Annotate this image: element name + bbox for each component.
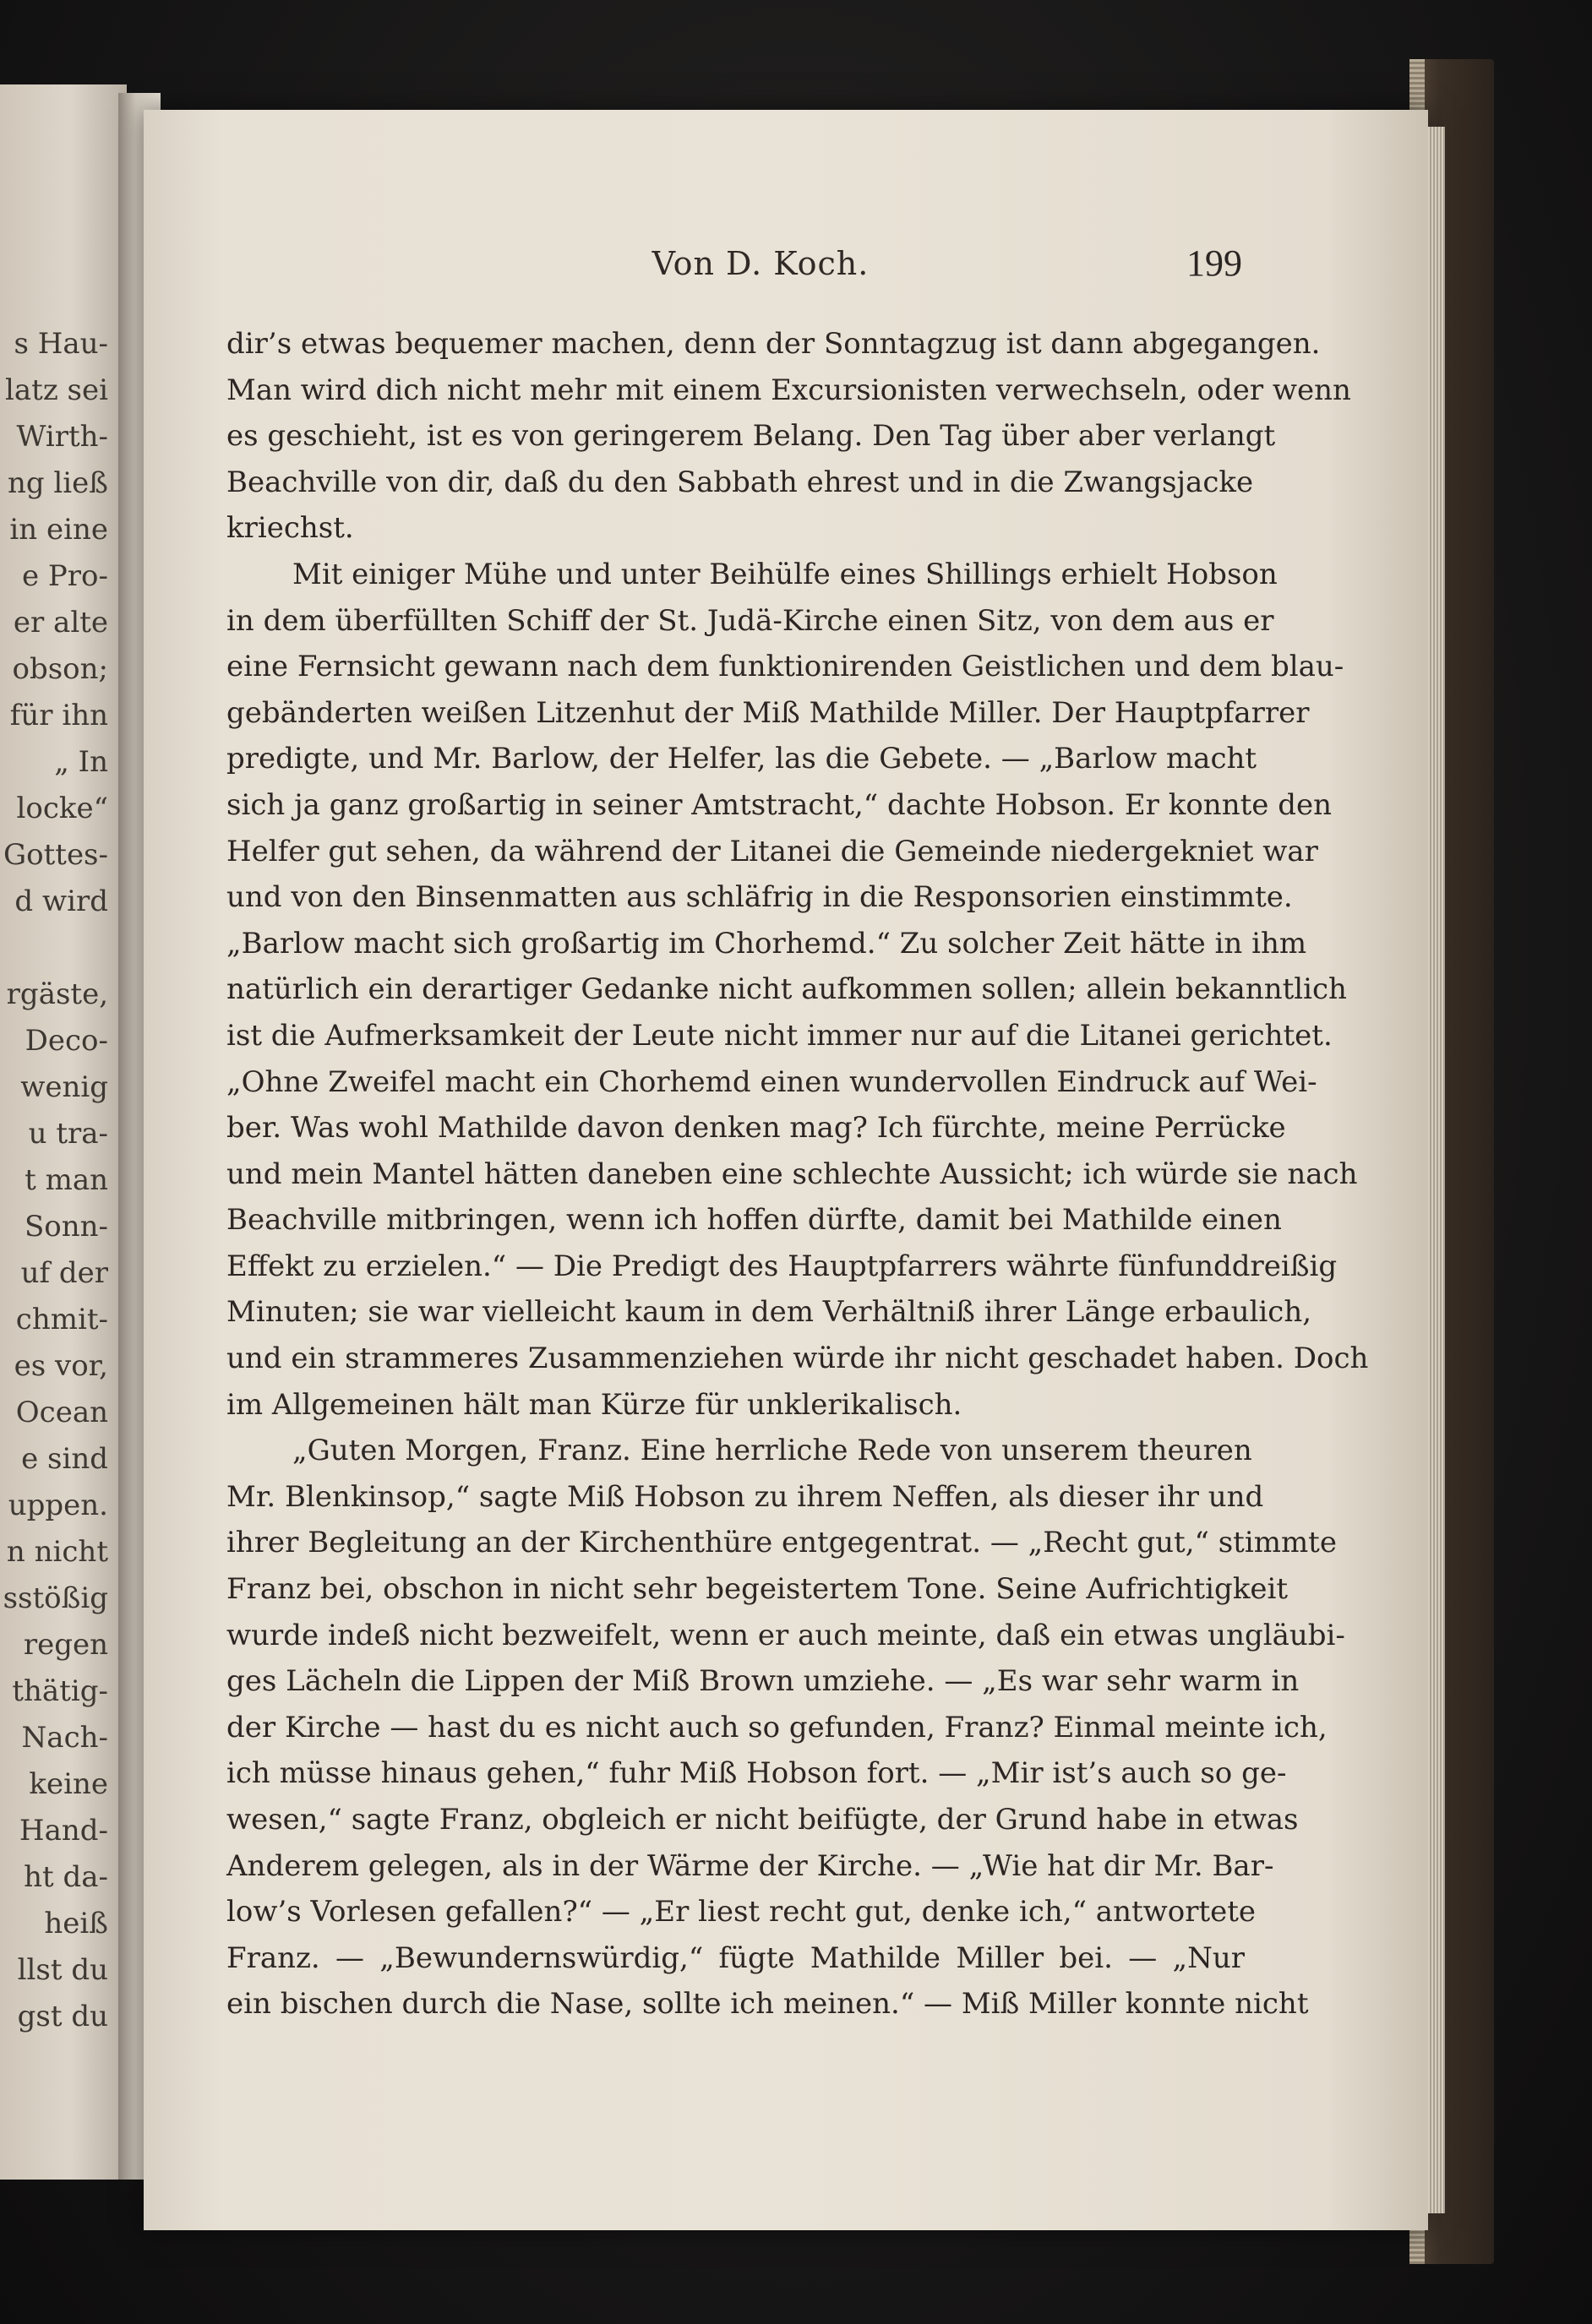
text-line: Beachville von dir, daß du den Sabbath ehrest und in die Zwangsjacke	[226, 465, 1254, 499]
left-page-fragment: s Hau-	[14, 327, 108, 361]
text-line: und von den Binsenmatten aus schläfrig in die Responsorien einstimmte.	[226, 880, 1293, 915]
left-page-fragment: n nicht	[6, 1535, 108, 1569]
left-page-fragment: Wirth-	[16, 420, 108, 454]
left-page-fragment: Deco-	[25, 1024, 108, 1058]
running-head	[0, 242, 1592, 296]
left-page-fragment: chmit-	[15, 1303, 108, 1336]
left-page-fragment: Gottes-	[3, 838, 108, 872]
text-line: Minuten; sie war vielleicht kaum in dem Verhältniß ihrer Länge erbaulich,	[226, 1295, 1312, 1330]
left-page-fragment: ng ließ	[7, 466, 108, 500]
left-page-fragment: in eine	[9, 513, 108, 547]
text-line: low’s Vorlesen gefallen?“ — „Er liest recht gut, denke ich,“ antwortete	[226, 1895, 1257, 1929]
text-line: und mein Mantel hätten daneben eine schlechte Aussicht; ich würde sie nach	[226, 1157, 1358, 1191]
left-page-fragment: uf der	[20, 1256, 108, 1290]
page-number: 199	[1186, 242, 1242, 284]
text-line: kriechst.	[226, 511, 354, 546]
page-edges	[1428, 127, 1445, 2213]
text-line: predigte, und Mr. Barlow, der Helfer, las die Gebete. — „Barlow macht	[226, 742, 1257, 776]
left-page-fragment: d wird	[14, 884, 108, 918]
text-line: Anderem gelegen, als in der Wärme der Kirche. — „Wie hat dir Mr. Bar-	[226, 1848, 1274, 1883]
text-line: Franz bei, obschon in nicht sehr begeistertem Tone. Seine Aufrichtigkeit	[226, 1572, 1289, 1607]
text-line: Franz. — „Bewundernswürdig,“ fügte Mathilde Miller bei. — „Nur	[226, 1940, 1245, 1975]
text-line: „Ohne Zweifel macht ein Chorhemd einen wundervollen Eindruck auf Wei-	[226, 1064, 1317, 1099]
text-line: „Guten Morgen, Franz. Eine herrliche Rede von unserem theuren	[292, 1434, 1252, 1468]
left-page-fragment: ht da-	[24, 1860, 108, 1894]
text-line: Mit einiger Mühe und unter Beihülfe eines Shillings erhielt Hobson	[292, 557, 1278, 591]
left-page-fragment: latz sei	[5, 373, 108, 407]
text-line: Beachville mitbringen, wenn ich hoffen dürfte, damit bei Mathilde einen	[226, 1203, 1282, 1238]
left-page-fragment: keine	[29, 1767, 108, 1801]
left-page-fragment: er alte	[13, 606, 108, 640]
body-text	[226, 321, 1369, 2027]
text-line: Helfer gut sehen, da während der Litanei die Gemeinde niedergekniet war	[226, 834, 1318, 868]
text-line: wurde indeß nicht bezweifelt, wenn er auch meinte, daß ein etwas ungläubi-	[226, 1618, 1345, 1652]
left-page-fragment: Sonn-	[24, 1210, 108, 1244]
left-page-fragment: „ In	[54, 745, 108, 779]
text-line: im Allgemeinen hält man Kürze für unklerikalisch.	[226, 1387, 962, 1422]
left-page-fragment: t man	[25, 1163, 108, 1197]
left-page-fragment: wenig	[20, 1070, 108, 1104]
text-line: ges Lächeln die Lippen der Miß Brown umziehe. — „Es war sehr warm in	[226, 1664, 1300, 1699]
running-head-title: Von D. Koch.	[652, 245, 870, 282]
text-line: und ein strammeres Zusammenziehen würde ihr nicht geschadet haben. Doch	[226, 1342, 1369, 1376]
left-page-fragment: uppen.	[8, 1489, 108, 1522]
left-page-fragment: Hand-	[19, 1814, 108, 1848]
text-line: natürlich ein derartiger Gedanke nicht aufkommen sollen; allein bekanntlich	[226, 972, 1347, 1007]
text-line: Effekt zu erzielen.“ — Die Predigt des Hauptpfarrers währte fünfunddreißig	[226, 1249, 1338, 1283]
left-page	[0, 84, 127, 2180]
left-page-fragment: thätig-	[12, 1674, 108, 1708]
text-line: ist die Aufmerksamkeit der Leute nicht immer nur auf die Litanei gerichtet.	[226, 1018, 1333, 1053]
left-page-fragment: llst du	[17, 1953, 108, 1987]
left-page-fragment: locke“	[16, 792, 108, 825]
left-page-fragment: regen	[23, 1628, 108, 1662]
text-line: ein bischen durch die Nase, sollte ich meinen.“ — Miß Miller konnte nicht	[226, 1987, 1309, 2022]
left-page-fragment: obson;	[12, 652, 108, 686]
text-line: ich müsse hinaus gehen,“ fuhr Miß Hobson fort. — „Mir ist’s auch so ge-	[226, 1756, 1287, 1791]
left-page-fragment: gst du	[17, 2000, 108, 2033]
left-page-fragment: e Pro-	[21, 559, 108, 593]
text-line: dir’s etwas bequemer machen, denn der Sonntagzug ist dann abgegangen.	[226, 327, 1321, 361]
text-line: gebänderten weißen Litzenhut der Miß Mathilde Miller. Der Hauptpfarrer	[226, 695, 1310, 730]
left-page-fragment: heiß	[44, 1907, 108, 1940]
left-page-fragment: u tra-	[28, 1117, 108, 1151]
text-line: der Kirche — hast du es nicht auch so gefunden, Franz? Einmal meinte ich,	[226, 1710, 1328, 1744]
left-page-fragment: Nach-	[21, 1721, 108, 1755]
text-line: wesen,“ sagte Franz, obgleich er nicht beifügte, der Grund habe in etwas	[226, 1803, 1299, 1837]
text-line: ber. Was wohl Mathilde davon denken mag? Ich fürchte, meine Perrücke	[226, 1111, 1286, 1146]
left-page-fragment: sstößig	[3, 1581, 108, 1615]
text-line: es geschieht, ist es von geringerem Belang. Den Tag über aber verlangt	[226, 419, 1276, 454]
left-page-fragment: es vor,	[14, 1349, 108, 1383]
left-page-fragment: Ocean	[15, 1396, 108, 1429]
text-line: „Barlow macht sich großartig im Chorhemd.“ Zu solcher Zeit hätte in ihm	[226, 926, 1307, 961]
text-line: Man wird dich nicht mehr mit einem Excursionisten verwechseln, oder wenn	[226, 373, 1351, 407]
text-line: sich ja ganz großartig in seiner Amtstracht,“ dachte Hobson. Er konnte den	[226, 787, 1332, 822]
text-line: Mr. Blenkinsop,“ sagte Miß Hobson zu ihrem Neffen, als dieser ihr und	[226, 1479, 1264, 1514]
text-line: in dem überfüllten Schiff der St. Judä-Kirche einen Sitz, von dem aus er	[226, 603, 1274, 638]
left-page-fragment: e sind	[21, 1442, 108, 1476]
left-page-fragment: rgäste,	[6, 977, 108, 1011]
left-page-fragment: für ihn	[9, 699, 108, 732]
text-line: ihrer Begleitung an der Kirchenthüre entgegentrat. — „Recht gut,“ stimmte	[226, 1526, 1337, 1560]
text-line: eine Fernsicht gewann nach dem funktionirenden Geistlichen und dem blau-	[226, 650, 1344, 684]
